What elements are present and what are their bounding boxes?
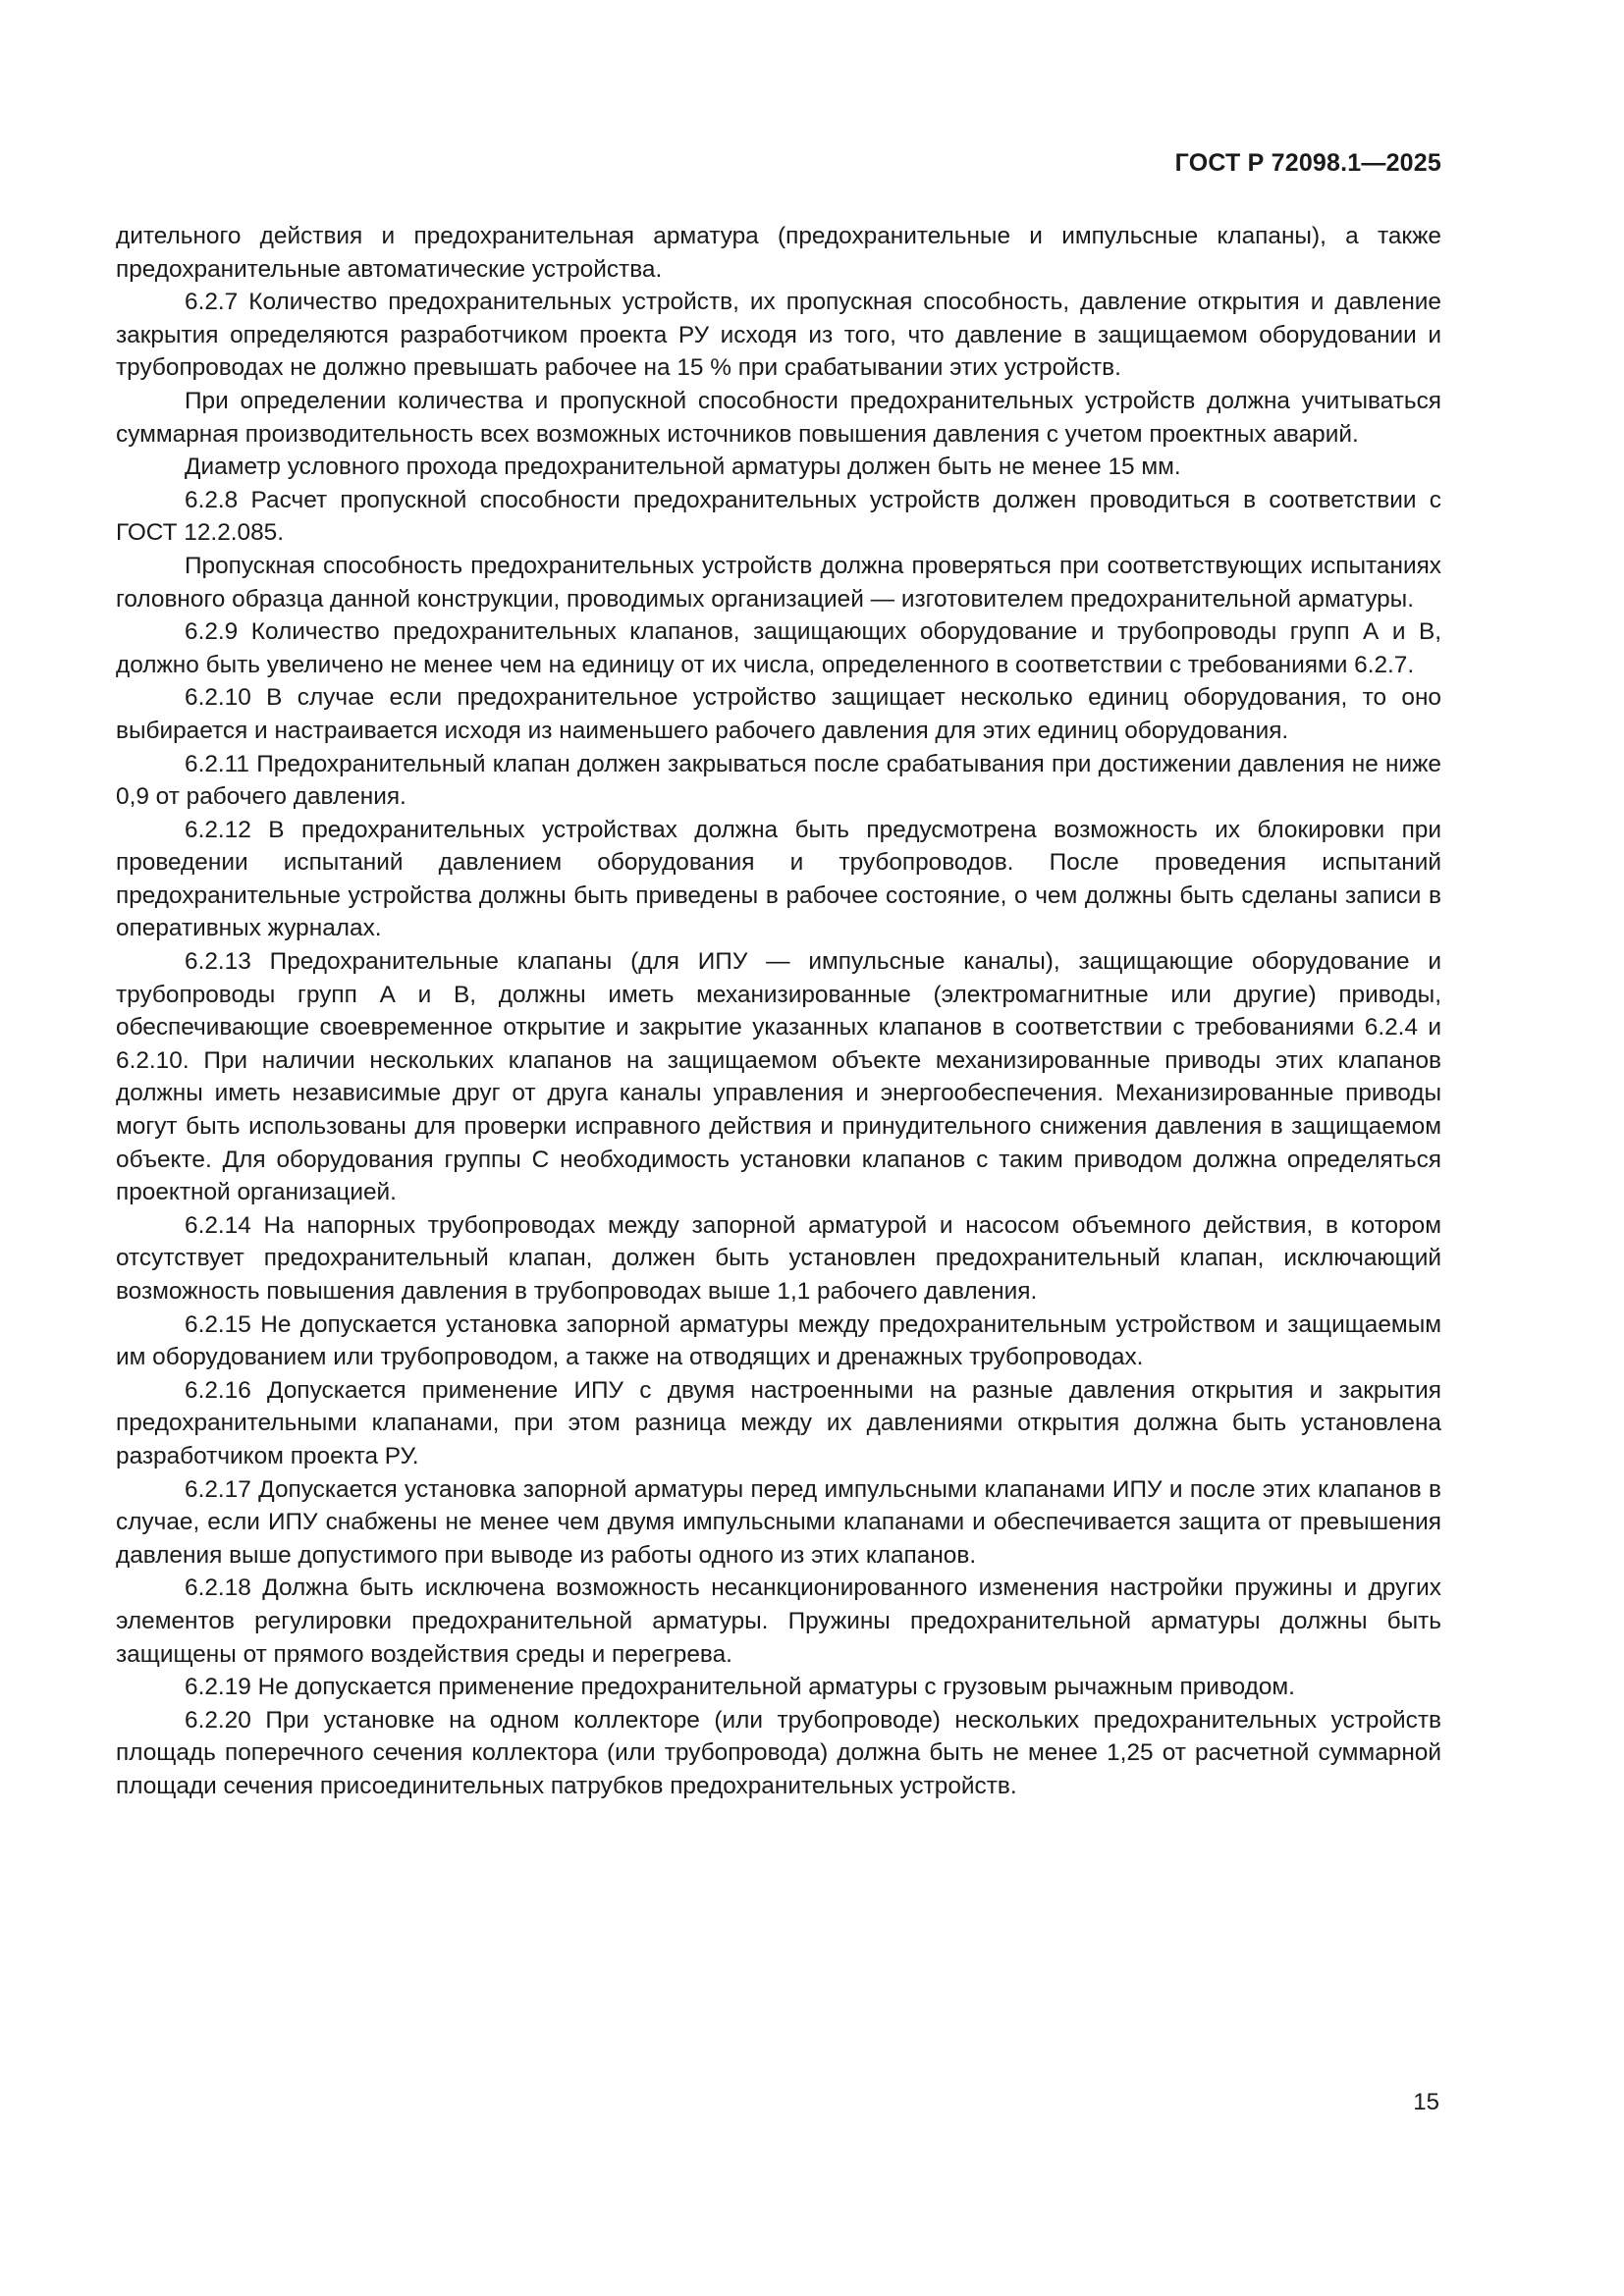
paragraph-6-2-8: 6.2.8 Расчет пропускной способности предохранительных устройств должен проводиться в соответствии с ГОСТ 12.2.085. (116, 486, 1441, 547)
paragraph-6-2-9: 6.2.9 Количество предохранительных клапанов, защищающих оборудование и трубопроводы групп А и В, должно быть увеличено не менее чем на единицу от их числа, определенного в соответствии с требованиями 6.2.7. (116, 618, 1441, 678)
paragraph-6-2-7: 6.2.7 Количество предохранительных устройств, их пропускная способность, давление открытия и давление закрытия определяются разработчиком проекта РУ исходя из того, что давление в защищаемом оборудовании и трубопроводах не должно превышать рабочее на 15 % при срабатывании этих устройств. (116, 289, 1441, 382)
paragraph: дительного действия и предохранительная арматура (предохранительные и импульсные клапаны), а также предохранительные автоматические устройства. (116, 223, 1441, 283)
document-body (116, 220, 1441, 1803)
paragraph-6-2-18: 6.2.18 Должна быть исключена возможность несанкционированного изменения настройки пружины и других элементов регулировки предохранительной арматуры. Пружины предохранительной арматуры должны быть защищены от прямого воздействия среды и перегрева. (116, 1575, 1441, 1668)
paragraph-6-2-16: 6.2.16 Допускается применение ИПУ с двумя настроенными на разные давления открытия и закрытия предохранительными клапанами, при этом разница между их давлениями открытия должна быть установлена разработчиком проекта РУ. (116, 1376, 1441, 1469)
paragraph-6-2-11: 6.2.11 Предохранительный клапан должен закрываться после срабатывания при достижении давления не ниже 0,9 от рабочего давления. (116, 750, 1441, 811)
document-standard-id: ГОСТ Р 72098.1—2025 (1174, 149, 1441, 177)
paragraph-6-2-20: 6.2.20 При установке на одном коллекторе (или трубопроводе) нескольких предохранительных устройств площадь поперечного сечения коллектора (или трубопровода) должна быть не менее 1,25 от расчетной суммарной площади сечения присоединительных патрубков предохранительных устройств. (116, 1706, 1441, 1799)
paragraph-6-2-15: 6.2.15 Не допускается установка запорной арматуры между предохранительным устройством и защищаемым им оборудованием или трубопроводом, а также на отводящих и дренажных трубопроводах. (116, 1310, 1441, 1371)
paragraph: Пропускная способность предохранительных устройств должна проверяться при соответствующих испытаниях головного образца данной конструкции, проводимых организацией — изготовителем предохранительной арматуры. (116, 552, 1441, 613)
page-number: 15 (1413, 2089, 1439, 2115)
paragraph-6-2-12: 6.2.12 В предохранительных устройствах должна быть предусмотрена возможность их блокировки при проведении испытаний давлением оборудования и трубопроводов. После проведения испытаний предохранительные устройства должны быть приведены в рабочее состояние, о чем должны быть сделаны записи в оперативных журналах. (116, 816, 1441, 942)
paragraph-6-2-10: 6.2.10 В случае если предохранительное устройство защищает несколько единиц оборудования, то оно выбирается и настраивается исходя из наименьшего рабочего давления для этих единиц оборудования. (116, 684, 1441, 744)
paragraph-6-2-17: 6.2.17 Допускается установка запорной арматуры перед импульсными клапанами ИПУ и после этих клапанов в случае, если ИПУ снабжены не менее чем двумя импульсными клапанами и обеспечивается защита от превышения давления выше допустимого при выводе из работы одного из этих клапанов. (116, 1475, 1441, 1569)
paragraph: Диаметр условного прохода предохранительной арматуры должен быть не менее 15 мм. (185, 454, 1181, 481)
paragraph-6-2-19: 6.2.19 Не допускается применение предохранительной арматуры с грузовым рычажным приводом. (185, 1674, 1295, 1701)
paragraph-6-2-14: 6.2.14 На напорных трубопроводах между запорной арматурой и насосом объемного действия, в котором отсутствует предохранительный клапан, должен быть установлен предохранительный клапан, исключающий возможность повышения давления в трубопроводах выше 1,1 рабочего давления. (116, 1211, 1441, 1305)
paragraph-6-2-13: 6.2.13 Предохранительные клапаны (для ИПУ — импульсные каналы), защищающие оборудование и трубопроводы групп А и В, должны иметь механизированные (электромагнитные или другие) приводы, обеспечивающие своевременное открытие и закрытие указанных клапанов в соответствии с требованиями 6.2.4 и 6.2.10. При наличии нескольких клапанов на защищаемом объекте механизированные приводы этих клапанов должны иметь независимые друг от друга каналы управления и энергообеспечения. Механизированные приводы могут быть использованы для проверки исправного действия и принудительного снижения давления в защищаемом объекте. Для оборудования группы С необходимость установки клапанов с таким приводом должна определяться проектной организацией. (116, 948, 1441, 1206)
paragraph: При определении количества и пропускной способности предохранительных устройств должна учитываться суммарная производительность всех возможных источников повышения давления с учетом проектных аварий. (116, 387, 1441, 448)
